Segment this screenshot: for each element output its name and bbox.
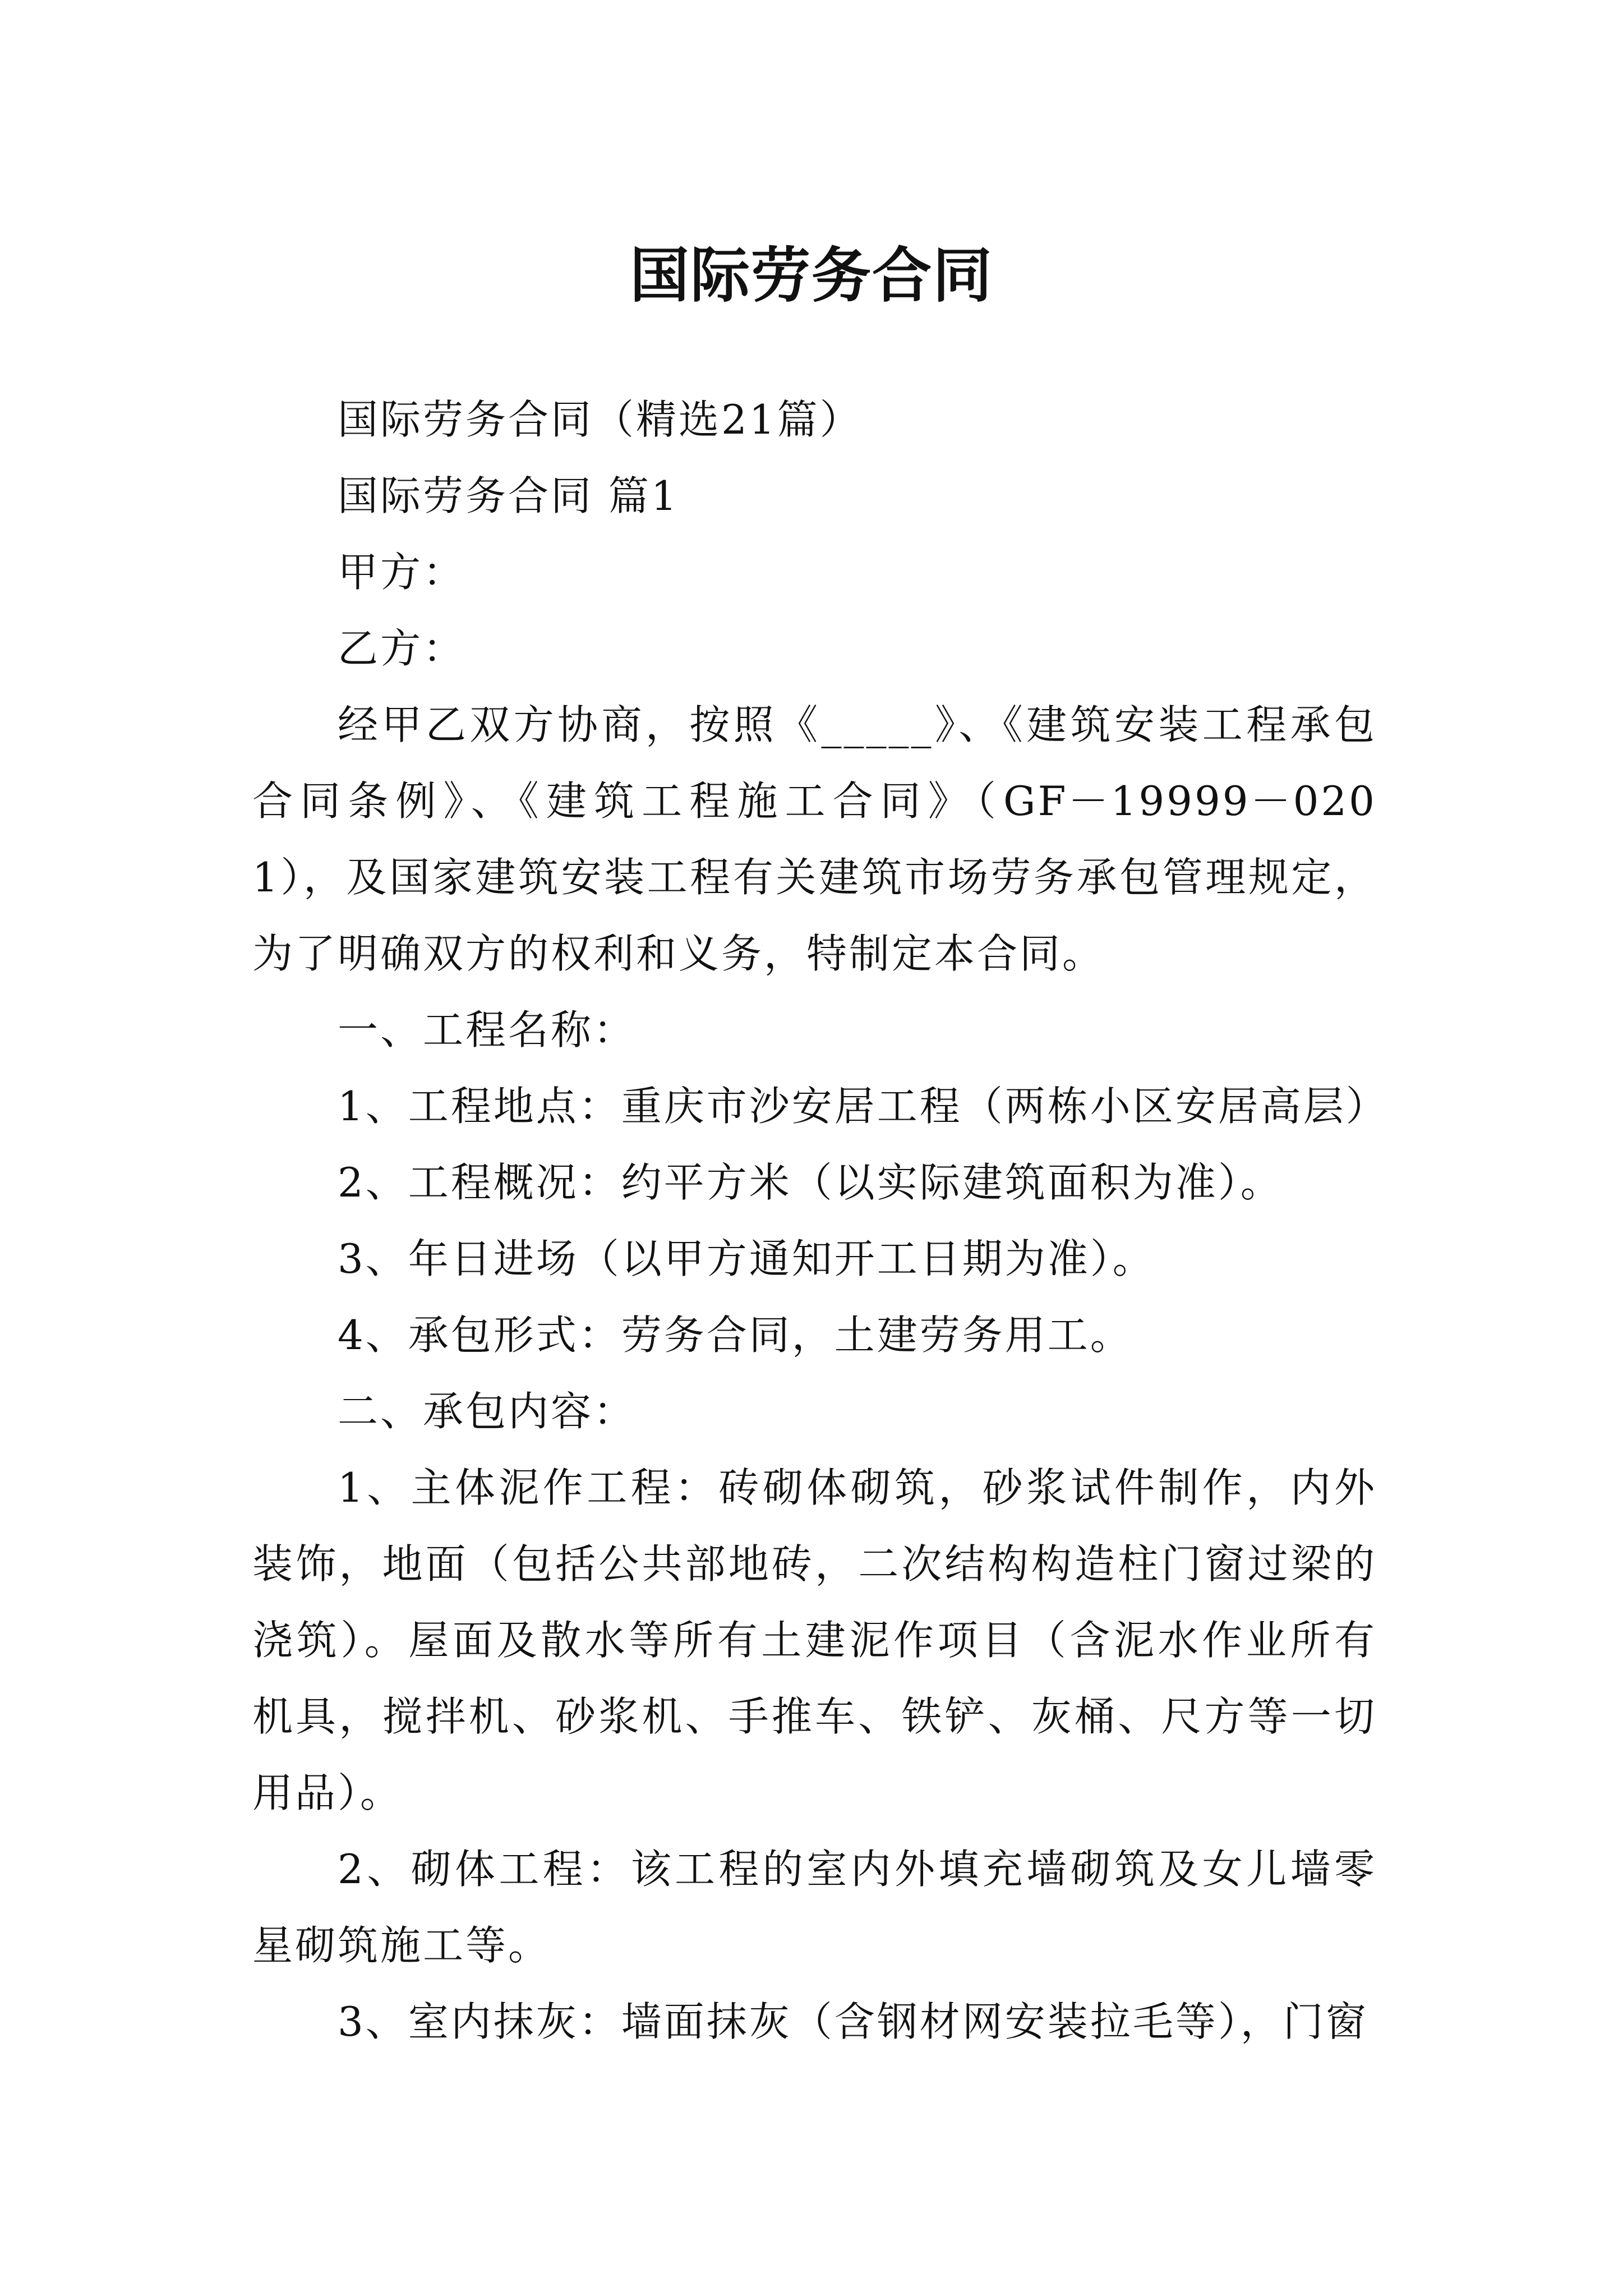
paragraph-party-a: 甲方： <box>338 549 466 596</box>
document-body <box>252 381 1389 2060</box>
paragraph-interior-plaster: 3、室内抹灰：墙面抹灰（含钢材网安装拉毛等），门窗 <box>338 1998 1368 2045</box>
paragraph-party-b: 乙方： <box>338 625 466 672</box>
paragraph-brickwork: 2、砌体工程：该工程的室内外填充墙砌筑及女儿墙零星砌筑施工等。 <box>252 1846 1377 1969</box>
paragraph-project-overview: 2、工程概况：约平方米（以实际建筑面积为准）。 <box>338 1159 1283 1206</box>
document-title: 国际劳务合同 <box>630 240 993 311</box>
paragraph-preamble: 经甲乙双方协商，按照《_____》、《建筑安装工程承包合同条例》、《建筑工程施工合同》（GF－19999－0201），及国家建筑安装工程有关建筑市场劳务承包管理规定，为了明确双方的权利和义务，特制定本合同。 <box>252 701 1377 977</box>
paragraph-section-heading: 国际劳务合同 篇1 <box>338 472 679 519</box>
paragraph-subtitle: 国际劳务合同（精选21篇） <box>338 396 863 443</box>
paragraph-project-location: 1、工程地点：重庆市沙安居工程（两栋小区安居高层） <box>338 1083 1389 1130</box>
paragraph-project-name-heading: 一、工程名称： <box>338 1006 637 1053</box>
paragraph-entry-date: 3、年日进场（以甲方通知开工日期为准）。 <box>338 1235 1155 1282</box>
paragraph-contract-form: 4、承包形式：劳务合同，土建劳务用工。 <box>338 1312 1133 1359</box>
paragraph-contract-scope-heading: 二、承包内容： <box>338 1388 637 1435</box>
paragraph-masonry-work: 1、主体泥作工程：砖砌体砌筑，砂浆试件制作，内外装饰，地面（包括公共部地砖，二次结构构造柱门窗过梁的浇筑）。屋面及散水等所有土建泥作项目（含泥水作业所有机具，搅拌机、砂浆机、手推车、铁铲、灰桶、尺方等一切用品）。 <box>252 1464 1377 1816</box>
